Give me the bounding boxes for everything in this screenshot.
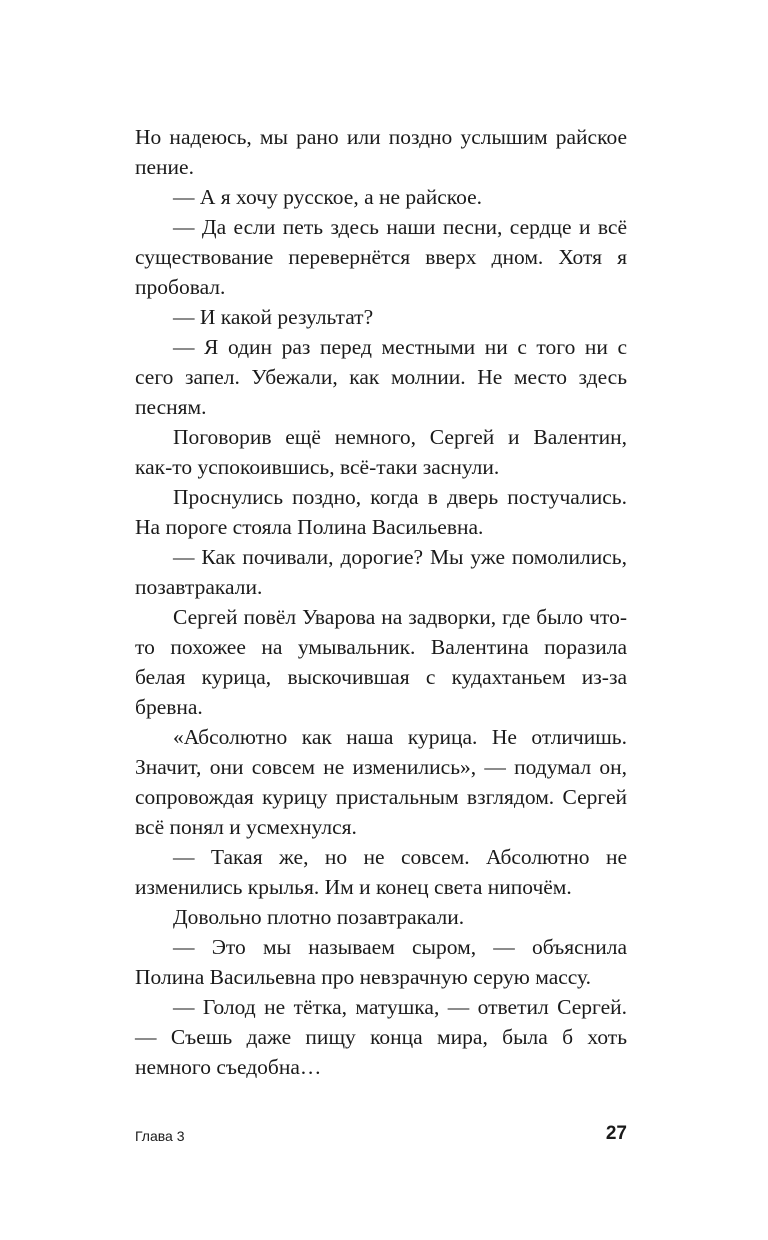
paragraph: Сергей повёл Уварова на задворки, где было что-то похожее на умывальник. Валентина поразила белая курица, выскочившая с кудахтаньем из-за бревна.	[135, 605, 627, 719]
paragraph: Но надеюсь, мы рано или поздно услышим райское пение.	[135, 125, 627, 179]
paragraph: — А я хочу русское, а не райское.	[173, 185, 483, 209]
paragraph: Проснулись поздно, когда в дверь постучались. На пороге стояла Полина Васильевна.	[135, 485, 627, 539]
paragraph: «Абсолютно как наша курица. Не отличишь. Значит, они совсем не изменились», — подумал он, сопровождая курицу пристальным взглядом. Сергей всё понял и усмехнулся.	[135, 725, 627, 839]
paragraph: Довольно плотно позавтракали.	[173, 905, 465, 929]
paragraph: — Я один раз перед местными ни с того ни с сего запел. Убежали, как молнии. Не место здесь песням.	[135, 335, 627, 419]
paragraph: — Такая же, но не совсем. Абсолютно не изменились крылья. Им и конец света нипочём.	[135, 845, 627, 899]
running-footer-chapter: Глава 3	[135, 1128, 185, 1144]
paragraph: — Это мы называем сыром, — объяснила Полина Васильевна про невзрачную серую массу.	[135, 935, 627, 989]
paragraph: — Как почивали, дорогие? Мы уже помолились, позавтракали.	[135, 545, 627, 599]
paragraph: — Да если петь здесь наши песни, сердце и всё существование перевернётся вверх дном. Хотя я пробовал.	[135, 215, 627, 299]
body-text	[135, 122, 627, 1082]
paragraph: — Голод не тётка, матушка, — ответил Сергей. — Съешь даже пищу конца мира, была б хоть немного съедобна…	[135, 995, 627, 1079]
paragraph: — И какой результат?	[173, 305, 374, 329]
page-number: 27	[605, 1123, 627, 1144]
paragraph: Поговорив ещё немного, Сергей и Валентин, как-то успокоившись, всё-таки заснули.	[135, 425, 627, 479]
